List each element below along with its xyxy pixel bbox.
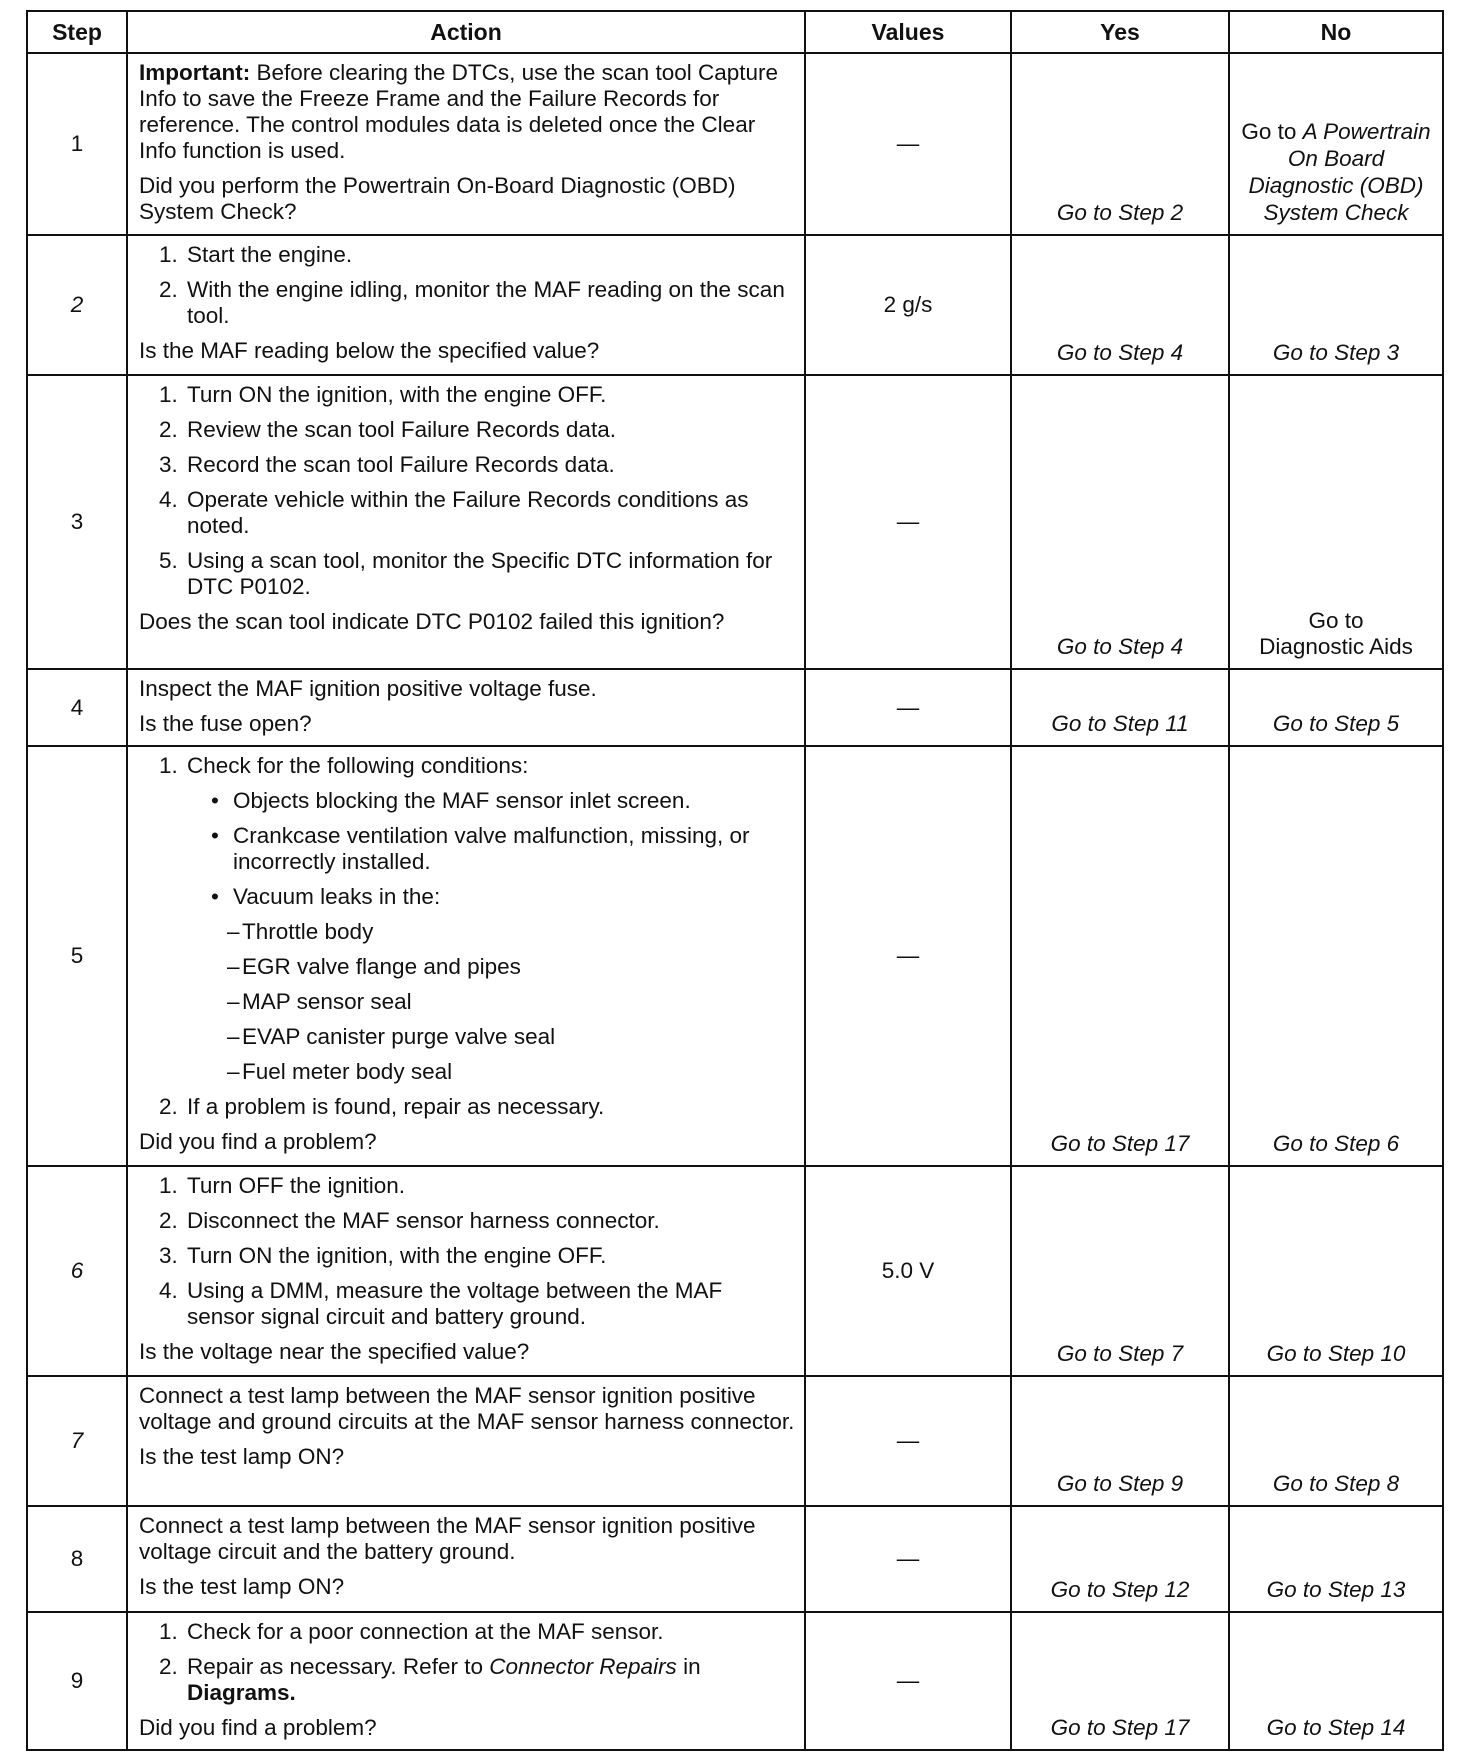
value-cell: 2 g/s — [805, 235, 1011, 375]
step-number: 7 — [27, 1376, 127, 1506]
step-number: 9 — [27, 1612, 127, 1750]
step-number: 2 — [27, 235, 127, 375]
dash-item: – Fuel meter body seal — [227, 1059, 453, 1084]
value-cell: — — [805, 375, 1011, 669]
step-question: Did you perform the Powertrain On-Board Diagnostic (OBD) System Check? — [139, 173, 736, 224]
action-cell — [127, 1506, 805, 1612]
value-cell: 5.0 V — [805, 1166, 1011, 1376]
step-number: 8 — [27, 1506, 127, 1612]
table-row — [27, 1506, 1443, 1612]
action-cell — [127, 53, 805, 235]
step-question: Is the test lamp ON? — [139, 1444, 345, 1469]
value-cell: — — [805, 53, 1011, 235]
no-line-1: Go to — [1308, 608, 1364, 633]
table-row — [27, 669, 1443, 746]
value-cell: — — [805, 746, 1011, 1166]
action-text: Connect a test lamp between the MAF sensor ignition positive voltage circuit and the battery ground. — [139, 1513, 756, 1564]
connector-repairs-link[interactable]: Connector Repairs — [489, 1654, 677, 1679]
list-item: 1. Turn OFF the ignition. — [159, 1173, 406, 1198]
step-question: Did you find a problem? — [139, 1715, 377, 1740]
yes-link-step-11[interactable]: Go to Step 11 — [1011, 669, 1229, 746]
yes-link-step-9[interactable]: Go to Step 9 — [1011, 1376, 1229, 1506]
no-link-step-14[interactable]: Go to Step 14 — [1229, 1612, 1443, 1750]
diagrams-label: Diagrams. — [187, 1680, 296, 1705]
action-cell — [127, 1612, 805, 1750]
step-number: 6 — [27, 1166, 127, 1376]
action-cell — [127, 235, 805, 375]
important-note — [139, 60, 796, 164]
no-link-step-3[interactable]: Go to Step 3 — [1229, 235, 1443, 375]
table-row — [27, 1166, 1443, 1376]
list-item: 1. Check for the following conditions: — [159, 753, 529, 778]
step-question: Is the fuse open? — [139, 711, 312, 736]
bullet-item: • Crankcase ventilation valve malfunction, missing, or incorrectly installed. — [211, 823, 750, 874]
no-link-step-6[interactable]: Go to Step 6 — [1229, 746, 1443, 1166]
step-question: Is the voltage near the specified value? — [139, 1339, 530, 1364]
yes-link-step-4[interactable]: Go to Step 4 — [1011, 375, 1229, 669]
no-link-diagnostic-aids[interactable] — [1229, 375, 1443, 669]
action-cell — [127, 1166, 805, 1376]
table-row — [27, 53, 1443, 235]
bullet-item: • Vacuum leaks in the: — [211, 884, 441, 909]
no-link-step-5[interactable]: Go to Step 5 — [1229, 669, 1443, 746]
no-line-2[interactable]: Diagnostic Aids — [1259, 634, 1413, 659]
no-link-step-10[interactable]: Go to Step 10 — [1229, 1166, 1443, 1376]
step-question: Is the MAF reading below the specified value? — [139, 338, 600, 363]
list-item: 2. With the engine idling, monitor the MAF reading on the scan tool. — [159, 277, 785, 328]
yes-link-step-7[interactable]: Go to Step 7 — [1011, 1166, 1229, 1376]
list-item: 4. Using a DMM, measure the voltage between the MAF sensor signal circuit and battery ground. — [159, 1278, 723, 1329]
list-item: 2. Review the scan tool Failure Records data. — [159, 417, 616, 442]
list-item: 3. Record the scan tool Failure Records data. — [159, 452, 615, 477]
value-cell: — — [805, 1506, 1011, 1612]
list-item: 1. Turn ON the ignition, with the engine OFF. — [159, 382, 607, 407]
dash-item: – EGR valve flange and pipes — [227, 954, 521, 979]
header-no: No — [1229, 11, 1443, 53]
table-row — [27, 1376, 1443, 1506]
header-yes: Yes — [1011, 11, 1229, 53]
action-text: Connect a test lamp between the MAF sensor ignition positive voltage and ground circuits at the MAF sensor harness connector. — [139, 1383, 795, 1434]
action-cell — [127, 375, 805, 669]
header-values: Values — [805, 11, 1011, 53]
dash-item: – MAP sensor seal — [227, 989, 412, 1014]
step-question: Did you find a problem? — [139, 1129, 377, 1154]
dash-item: – Throttle body — [227, 919, 374, 944]
no-prefix: Go to — [1241, 119, 1303, 144]
dash-item: – EVAP canister purge valve seal — [227, 1024, 556, 1049]
important-label: Important: — [139, 60, 251, 85]
yes-link-step-2[interactable]: Go to Step 2 — [1011, 53, 1229, 235]
list-item: 1. Check for a poor connection at the MAF sensor. — [159, 1619, 664, 1644]
bullet-item: • Objects blocking the MAF sensor inlet screen. — [211, 788, 691, 813]
list-item: 1. Start the engine. — [159, 242, 353, 267]
list-item: 3. Turn ON the ignition, with the engine OFF. — [159, 1243, 607, 1268]
action-cell — [127, 746, 805, 1166]
step-number: 1 — [27, 53, 127, 235]
table-row — [27, 375, 1443, 669]
action-cell — [127, 1376, 805, 1506]
diagnostic-table — [26, 10, 1444, 1751]
step-number: 3 — [27, 375, 127, 669]
no-cell[interactable] — [1229, 53, 1443, 235]
step-number: 4 — [27, 669, 127, 746]
no-link-step-8[interactable]: Go to Step 8 — [1229, 1376, 1443, 1506]
no-link-obd-system-check[interactable] — [1236, 118, 1436, 226]
list-item: 2. Repair as necessary. Refer to Connector Repairs in Diagrams. — [159, 1654, 701, 1705]
value-cell: — — [805, 1612, 1011, 1750]
header-action: Action — [127, 11, 805, 53]
yes-link-step-17[interactable]: Go to Step 17 — [1011, 746, 1229, 1166]
important-text: Before clearing the DTCs, use the scan tool Capture Info to save the Freeze Frame and the Failure Records for reference. The control modules data is deleted once the Clear Info function is used. — [139, 60, 779, 163]
value-cell: — — [805, 1376, 1011, 1506]
header-step: Step — [27, 11, 127, 53]
list-item: 4. Operate vehicle within the Failure Records conditions as noted. — [159, 487, 749, 538]
header-row — [27, 11, 1443, 53]
action-text: Inspect the MAF ignition positive voltage fuse. — [139, 676, 597, 701]
table-row — [27, 746, 1443, 1166]
yes-link-step-17[interactable]: Go to Step 17 — [1011, 1612, 1229, 1750]
step-question: Is the test lamp ON? — [139, 1574, 345, 1599]
yes-link-step-4[interactable]: Go to Step 4 — [1011, 235, 1229, 375]
yes-link-step-12[interactable]: Go to Step 12 — [1011, 1506, 1229, 1612]
list-item: 5. Using a scan tool, monitor the Specific DTC information for DTC P0102. — [159, 548, 773, 599]
list-item: 2. Disconnect the MAF sensor harness connector. — [159, 1208, 660, 1233]
no-link-step-13[interactable]: Go to Step 13 — [1229, 1506, 1443, 1612]
list-item: 2. If a problem is found, repair as necessary. — [159, 1094, 605, 1119]
action-cell — [127, 669, 805, 746]
step-number: 5 — [27, 746, 127, 1166]
no-link-text[interactable]: A Powertrain On Board Diagnostic (OBD) System Check — [1248, 119, 1431, 225]
table-row — [27, 235, 1443, 375]
diagnostic-table-page — [26, 10, 1442, 1751]
table-row — [27, 1612, 1443, 1750]
value-cell: — — [805, 669, 1011, 746]
step-question: Does the scan tool indicate DTC P0102 failed this ignition? — [139, 609, 725, 634]
